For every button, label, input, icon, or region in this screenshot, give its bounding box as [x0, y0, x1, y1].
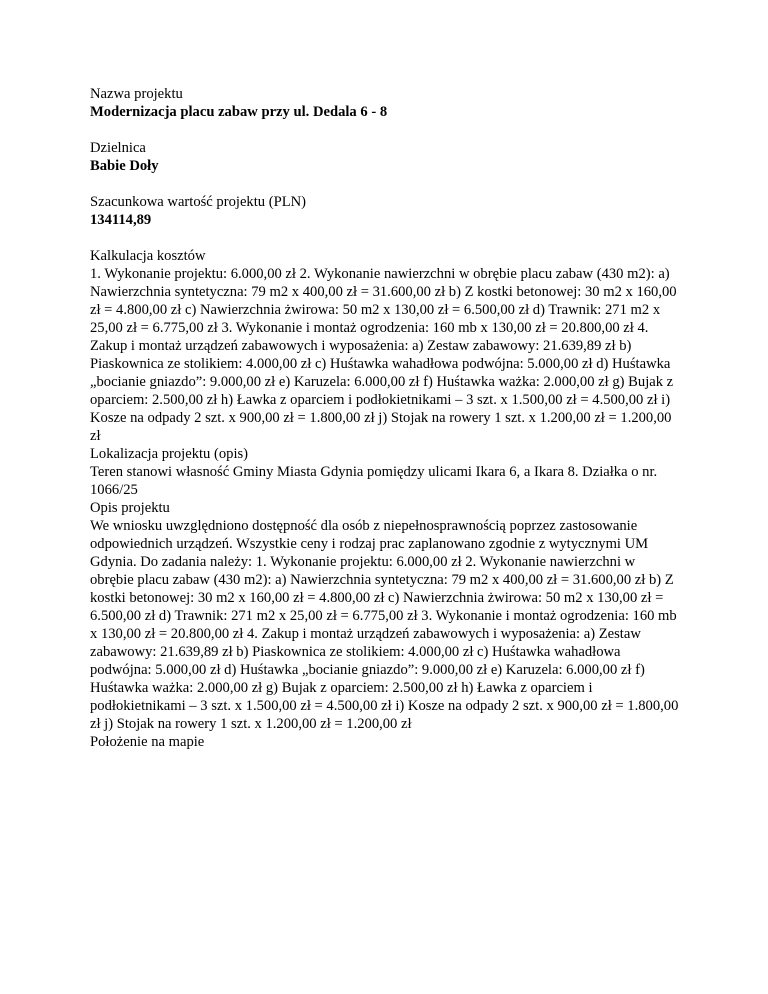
- cost-calculation-label: Kalkulacja kosztów: [90, 248, 206, 264]
- description-section: [90, 499, 680, 733]
- estimated-value-section: [90, 193, 680, 229]
- map-label: Położenie na mapie: [90, 734, 205, 750]
- cost-calculation-text: 1. Wykonanie projektu: 6.000,00 zł 2. Wykonanie nawierzchni w obrębie placu zabaw (430 m2): a) Nawierzchnia syntetyczna: 79 m2 x 400,00 zł = 31.600,00 zł b) Z kostki betonowej: 30 m2 x 160,00 zł = 4.800,00 zł c) Nawierzchnia żwirowa: 50 m2 x 130,00 zł = 6.500,00 zł d) Trawnik: 271 m2 x 25,00 zł = 6.775,00 zł 3. Wykonanie i montaż ogrodzenia: 160 mb x 130,00 zł = 20.800,00 zł 4. Zakup i montaż urządzeń zabawowych i wyposażenia: a) Zestaw zabawowy: 21.639,89 zł b) Piaskownica ze stolikiem: 4.000,00 zł c) Huśtawka wahadłowa podwójna: 5.000,00 zł d) Huśtawka „bocianie gniazdo”: 9.000,00 zł e) Karuzela: 6.000,00 zł f) Huśtawka ważka: 2.000,00 zł g) Bujak z oparciem: 2.500,00 zł h) Ławka z oparciem i podłokietnikami – 3 szt. x 1.500,00 zł = 4.500,00 zł i) Kosze na odpady 2 szt. x 900,00 zł = 1.800,00 zł j) Stojak na rowery 1 szt. x 1.200,00 zł = 1.200,00 zł: [90, 266, 677, 444]
- map-section: [90, 733, 680, 751]
- estimated-value: 134114,89: [90, 212, 152, 228]
- district-section: [90, 139, 680, 175]
- description-label: Opis projektu: [90, 500, 170, 516]
- project-name-section: [90, 85, 680, 121]
- estimated-value-label: Szacunkowa wartość projektu (PLN): [90, 194, 307, 210]
- description-text: We wniosku uwzględniono dostępność dla osób z niepełnosprawnością poprzez zastosowanie odpowiednich urządzeń. Wszystkie ceny i rodzaj prac zaplanowano zgodnie z wytycznymi UM Gdynia. Do zadania należy: 1. Wykonanie projektu: 6.000,00 zł 2. Wykonanie nawierzchni w obrębie placu zabaw (430 m2): a) Nawierzchnia syntetyczna: 79 m2 x 400,00 zł = 31.600,00 zł b) Z kostki betonowej: 30 m2 x 160,00 zł = 4.800,00 zł c) Nawierzchnia żwirowa: 50 m2 x 130,00 zł = 6.500,00 zł d) Trawnik: 271 m2 x 25,00 zł = 6.775,00 zł 3. Wykonanie i montaż ogrodzenia: 160 mb x 130,00 zł = 20.800,00 zł 4. Zakup i montaż urządzeń zabawowych i wyposażenia: a) Zestaw zabawowy: 21.639,89 zł b) Piaskownica ze stolikiem: 4.000,00 zł c) Huśtawka wahadłowa podwójna: 5.000,00 zł d) Huśtawka „bocianie gniazdo”: 9.000,00 zł e) Karuzela: 6.000,00 zł f) Huśtawka ważka: 2.000,00 zł g) Bujak z oparciem: 2.500,00 zł h) Ławka z oparciem i podłokietnikami – 3 szt. x 1.500,00 zł = 4.500,00 zł i) Kosze na odpady 2 szt. x 900,00 zł = 1.800,00 zł j) Stojak na rowery 1 szt. x 1.200,00 zł = 1.200,00 zł: [90, 518, 679, 732]
- location-text: Teren stanowi własność Gminy Miasta Gdynia pomiędzy ulicami Ikara 6, a Ikara 8. Działka o nr. 1066/25: [90, 464, 658, 498]
- location-section: [90, 445, 680, 499]
- district-label: Dzielnica: [90, 140, 146, 156]
- project-name-value: Modernizacja placu zabaw przy ul. Dedala 6 - 8: [90, 104, 388, 120]
- district-value: Babie Doły: [90, 158, 159, 174]
- location-label: Lokalizacja projektu (opis): [90, 446, 249, 462]
- project-name-label: Nazwa projektu: [90, 86, 183, 102]
- cost-calculation-section: [90, 247, 680, 445]
- document-page: [90, 85, 680, 751]
